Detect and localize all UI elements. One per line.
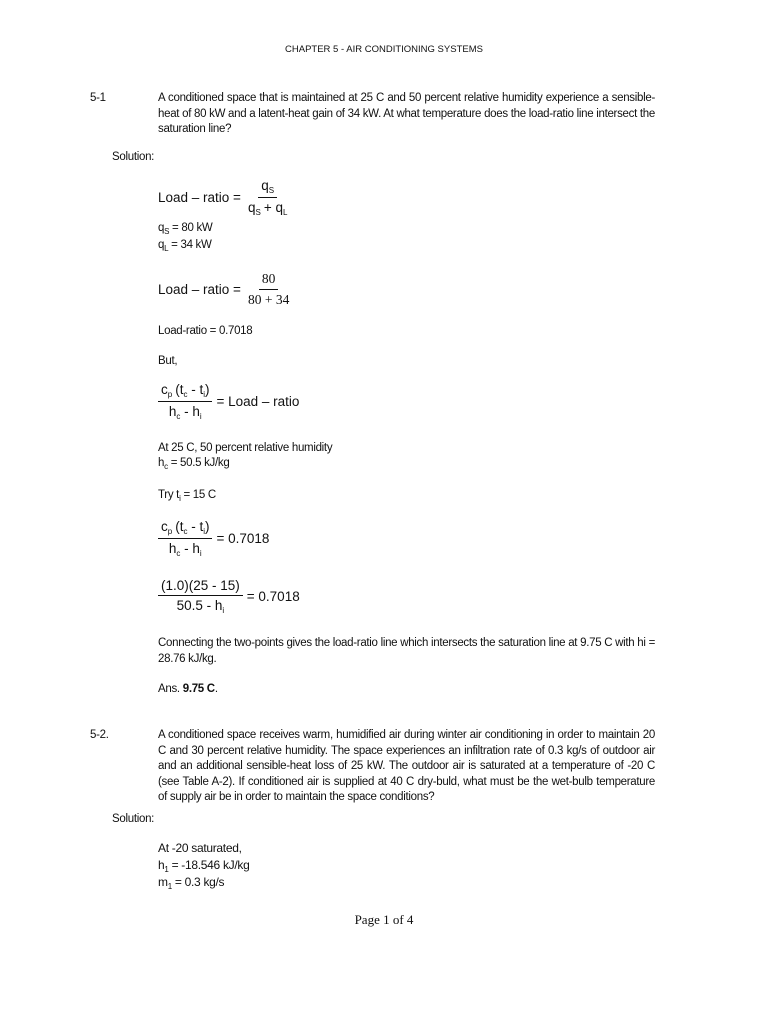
solution-label-1: Solution:: [112, 151, 155, 163]
equation-cp-ratio: [158, 382, 299, 421]
m1-value: $m_1 = 0.3$ kg/s: [158, 875, 225, 891]
problem-text-5-1: A conditioned space that is maintained at 25 C and 50 percent relative humidity experience a sensible-heat of 80 kW and a latent-heat gain of 34 kW. At what temperature does the load-ratio line intersect the saturation line?: [158, 92, 655, 136]
eq3-rhs: = Load – ratio: [216, 394, 300, 409]
answer-line: Ans. 9.75 C.: [158, 683, 218, 695]
problem-text-5-2: A conditioned space receives warm, humidified air during winter air conditioning in order to maintain 20 C and 30 percent relative humidity. The space experiences an infiltration rate of 0.3 kg/s of outdoor air and an additional sensible-heat loss of 25 kW. The outdoor air is saturated at a temperature of -20 C (see Table A-2). If conditioned air is supplied at 40 C dry-buld, what must be the wet-bulb temperature of supply air be in order to maintain the space conditions?: [158, 729, 655, 804]
ql-value: $q_L = 34$ kW: [158, 239, 212, 253]
page-footer: Page 1 of 4: [354, 912, 414, 927]
equation-cp-ratio-value: [158, 519, 269, 558]
eq4-fraction: $\frac{c_p (t_c - t_i)}{h_c - h_i}$: [158, 519, 212, 558]
but-text: But,: [158, 355, 178, 367]
equation-load-ratio-numeric: [158, 271, 292, 308]
problem-number-5-2: 5-2.: [90, 729, 109, 741]
problem-number-5-1: 5-1: [90, 92, 106, 104]
at-25c-text: At 25 C, 50 percent relative humidity: [158, 442, 333, 454]
load-ratio-result: Load-ratio = 0.7018: [158, 325, 253, 337]
try-ti-text: Try $t_i = 15$ C: [158, 489, 216, 503]
eq2-fraction: $\frac{80}{80 + 34}$: [247, 271, 290, 307]
eq3-fraction: $\frac{c_p (t_c - t_i)}{h_c - h_i}$: [158, 382, 212, 421]
eq1-lhs: Load – ratio =: [158, 190, 241, 205]
equation-numeric-hi: [158, 578, 300, 615]
eq1-fraction: $\frac{q_S}{q_S + q_L}$: [247, 178, 288, 217]
qs-value: $q_S = 80$ kW: [158, 222, 213, 236]
h1-value: $h_1 = -18.546$ kJ/kg: [158, 858, 250, 874]
solution-label-2: Solution:: [112, 813, 155, 825]
chapter-header: CHAPTER 5 - AIR CONDITIONING SYSTEMS: [285, 44, 483, 55]
connecting-paragraph: Connecting the two-points gives the load-ratio line which intersects the saturation line at 9.75 C with hi = 28.76 kJ/kg.: [158, 637, 655, 665]
equation-load-ratio-definition: [158, 178, 290, 217]
eq5-fraction: $\frac{(1.0)(25 - 15)}{50.5 - h_i}$: [158, 578, 243, 615]
eq2-lhs: Load – ratio =: [158, 282, 241, 297]
hc-value: $h_c = 50.5$ kJ/kg: [158, 457, 230, 471]
eq5-rhs: = 0.7018: [246, 589, 300, 604]
eq4-rhs: = 0.7018: [216, 531, 270, 546]
at-minus20-text: At -20 saturated,: [158, 841, 242, 855]
